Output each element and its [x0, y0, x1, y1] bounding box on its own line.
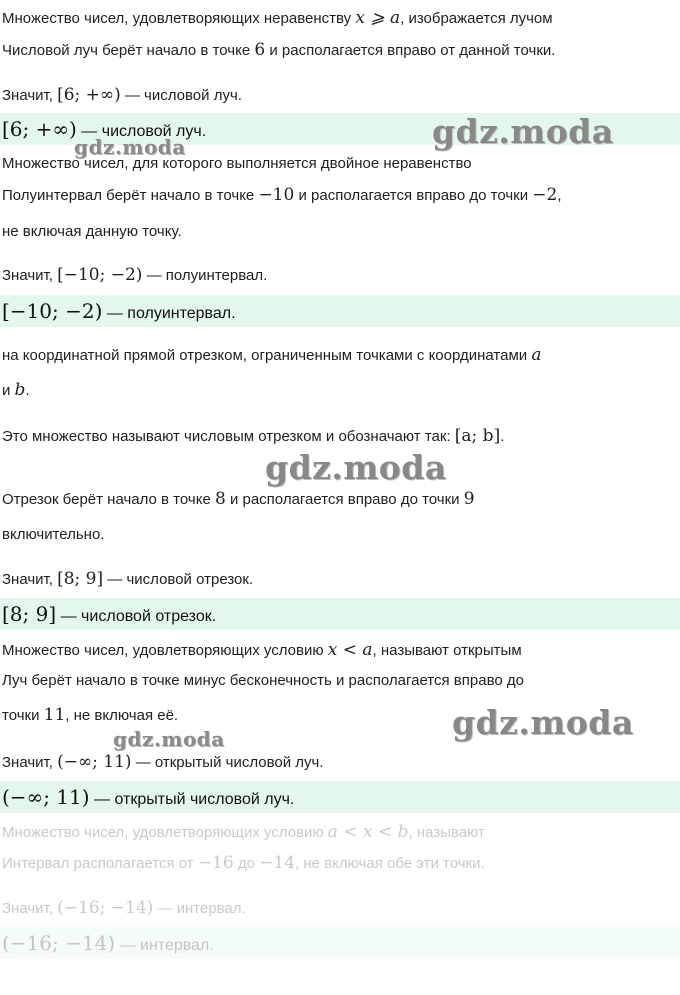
watermark: gdz.moda	[74, 135, 186, 159]
math: (−16; −14)	[57, 898, 154, 918]
text-line	[2, 265, 267, 286]
text-line	[2, 569, 253, 590]
text: на координатной прямой отрезком, ограниченным точками с координатами	[2, 347, 532, 364]
text: включительно.	[2, 526, 105, 543]
text: Множество чисел, удовлетворяющих неравенству	[2, 10, 356, 27]
text: не включая данную точку.	[2, 223, 182, 240]
text: и располагается вправо до точки	[225, 491, 464, 508]
text: и	[2, 382, 15, 399]
text: — полуинтервал.	[102, 305, 236, 322]
text: Интервал располагается от	[2, 855, 198, 872]
text: Значит,	[2, 267, 58, 284]
watermark: gdz.moda	[265, 448, 447, 487]
text-line	[2, 380, 30, 401]
text-line	[2, 525, 104, 545]
text: , не включая обе эти точки.	[295, 855, 485, 872]
math: x < a	[327, 640, 373, 660]
text: и располагается вправо до точки	[294, 187, 533, 204]
text-line	[2, 85, 242, 106]
math: 6	[254, 40, 266, 60]
answer-highlight	[0, 598, 680, 630]
text-line	[2, 822, 485, 843]
answer-highlight	[0, 295, 680, 327]
text: Луч берёт начало в точке минус бесконечность и располагается вправо до	[2, 672, 524, 689]
text: , изображается лучом	[400, 10, 553, 27]
text: — числовой луч.	[76, 123, 207, 140]
math: [8; 9]	[57, 569, 104, 589]
watermark: gdz.moda	[452, 703, 634, 742]
math: [−10; −2)	[2, 299, 103, 323]
answer-highlight	[0, 927, 680, 959]
text: — полуинтервал.	[142, 267, 268, 284]
text: .	[25, 382, 30, 399]
answer-text	[2, 598, 216, 633]
text: — интервал.	[115, 937, 214, 954]
text-line	[2, 154, 472, 174]
text: ,	[557, 187, 562, 204]
text-line	[2, 705, 178, 726]
text: — числовой луч.	[120, 87, 242, 104]
text-line	[2, 8, 553, 29]
text: — открытый числовой луч.	[89, 791, 295, 808]
text: Множество чисел, удовлетворяющих условию	[2, 642, 328, 659]
text: Значит,	[2, 754, 58, 771]
math: 11	[43, 705, 66, 725]
text: Множество чисел, для которого выполняется двойное неравенство	[2, 155, 472, 172]
math: b	[14, 380, 26, 400]
text: Значит,	[2, 571, 58, 588]
text: Числовой луч берёт начало в точке	[2, 42, 255, 59]
math: −10	[258, 185, 295, 205]
math: (−16; −14)	[2, 931, 116, 955]
text: Значит,	[2, 87, 58, 104]
text-line	[2, 185, 562, 206]
answer-text	[2, 927, 214, 962]
text-line	[2, 752, 324, 773]
text: — числовой отрезок.	[103, 571, 254, 588]
text: , не включая её.	[65, 707, 179, 724]
watermark: gdz.moda	[113, 727, 225, 751]
math: 8	[214, 489, 226, 509]
text: , называют открытым	[372, 642, 522, 659]
text-line	[2, 671, 524, 691]
text-line	[2, 345, 541, 366]
text: Это множество называют числовым отрезком и обозначают так:	[2, 428, 455, 445]
text-line	[2, 222, 182, 242]
text: и располагается вправо от данной точки.	[265, 42, 556, 59]
text: , называют	[408, 824, 485, 841]
math: x ⩾ a	[355, 8, 401, 28]
text: точки	[2, 707, 44, 724]
text: .	[500, 428, 505, 445]
math: [6; +∞)	[2, 117, 77, 141]
text: — интервал.	[153, 900, 246, 917]
math: [6; +∞)	[57, 85, 121, 105]
math: a	[531, 345, 542, 365]
math: (−∞; 11)	[57, 752, 132, 772]
text: — открытый числовой луч.	[131, 754, 324, 771]
text: Отрезок берёт начало в точке	[2, 491, 215, 508]
text: Множество чисел, удовлетворяющих условию	[2, 824, 328, 841]
text: Значит,	[2, 900, 58, 917]
text-line	[2, 853, 485, 874]
text: — числовой отрезок.	[56, 608, 217, 625]
text: до	[233, 855, 260, 872]
math: [a; b]	[454, 426, 501, 446]
watermark: gdz.moda	[432, 112, 614, 151]
text: Полуинтервал берёт начало в точке	[2, 187, 259, 204]
math: −14	[259, 853, 296, 873]
math: [−10; −2)	[57, 265, 143, 285]
text-line	[2, 40, 555, 61]
math: a < x < b	[327, 822, 409, 842]
text-line	[2, 489, 475, 510]
answer-highlight	[0, 781, 680, 813]
answer-text	[2, 781, 294, 816]
text-line	[2, 640, 522, 661]
math: −16	[197, 853, 234, 873]
math: 9	[463, 489, 475, 509]
text-line	[2, 898, 246, 919]
math: −2	[532, 185, 558, 205]
answer-text	[2, 295, 236, 330]
math: (−∞; 11)	[2, 785, 90, 809]
math: [8; 9]	[2, 602, 57, 626]
text-line	[2, 426, 504, 447]
